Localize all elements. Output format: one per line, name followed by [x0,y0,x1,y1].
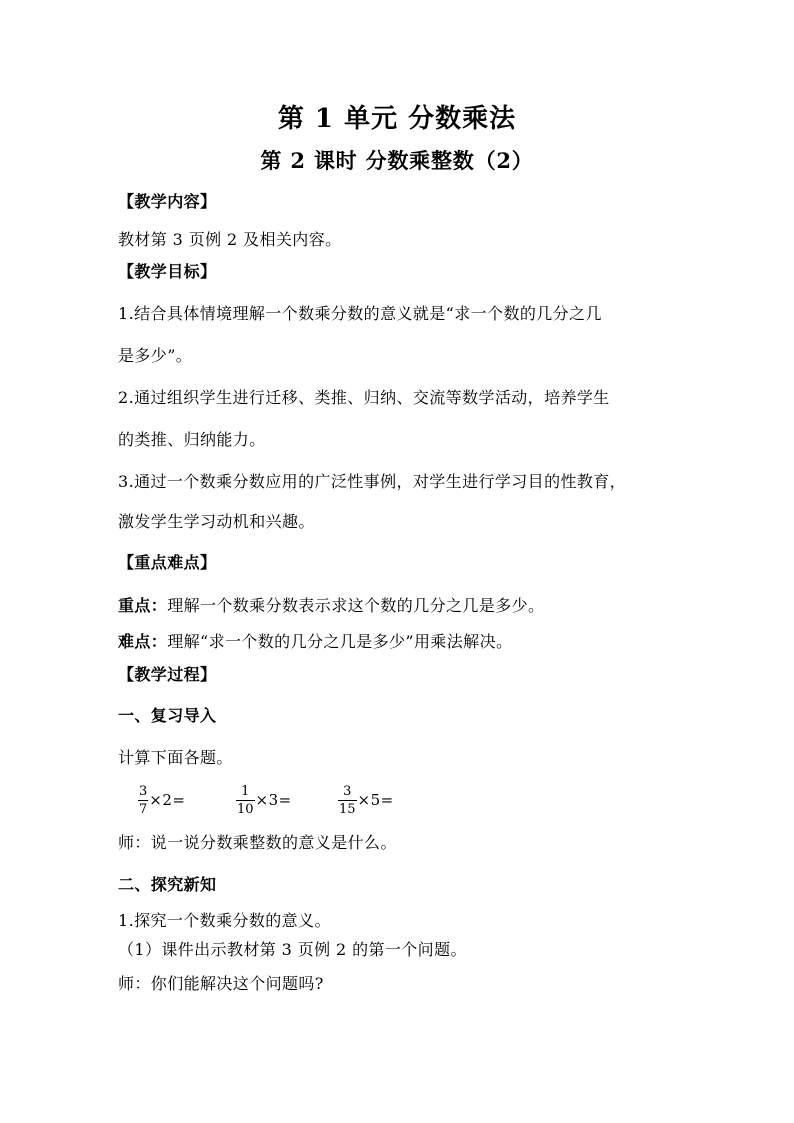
difficulty-line [118,632,512,652]
section-1-heading: 一、复习导入 [118,706,217,725]
exercise-tail: ×3= [255,791,292,809]
keypoint-text: 理解一个数乘分数表示求这个数的几分之几是多少。 [167,596,545,615]
keypoint-line [118,596,544,616]
objective-1-line-2: 是多少”。 [118,346,193,365]
exercise-1 [138,780,185,820]
process-heading: 【教学过程】 [118,665,217,684]
explore-1: 1.探究一个数乘分数的意义。 [118,911,331,930]
fraction-numerator: 3 [139,783,148,799]
exercise-tail: ×2= [149,791,186,809]
exercise-2 [236,780,292,820]
content-heading: 【教学内容】 [118,192,217,211]
exercise-3 [338,780,394,820]
unit-title: 第 1 单元 分数乘法 [277,104,517,134]
explore-1-sub: （1）课件出示教材第 3 页例 2 的第一个问题。 [118,940,467,959]
objective-2-line-2: 的类推、归纳能力。 [118,430,266,449]
fraction-denominator: 7 [139,801,148,817]
teacher-line-1: 师：说一说分数乘整数的意义是什么。 [118,833,397,852]
review-prompt: 计算下面各题。 [118,748,233,767]
fraction [138,784,148,817]
objective-1-line-1: 1.结合具体情境理解一个数乘分数的意义就是“求一个数的几分之几 [118,304,602,323]
difficulty-label: 难点： [118,632,168,651]
objective-2-line-1: 2.通过组织学生进行迁移、类推、归纳、交流等数学活动，培养学生 [118,388,610,407]
objective-3-line-2: 激发学生学习动机和兴趣。 [118,512,315,531]
fraction-numerator: 1 [241,783,250,799]
keypoint-label: 重点： [118,596,168,615]
objectives-heading: 【教学目标】 [118,262,217,281]
fraction-numerator: 3 [343,783,352,799]
lesson-subtitle: 第 2 课时 分数乘整数（2） [260,148,534,173]
objective-3-line-1: 3.通过一个数乘分数应用的广泛性事例，对学生进行学习目的性教育， [118,472,627,491]
fraction-denominator: 15 [339,801,356,817]
fraction [236,784,255,817]
fraction-denominator: 10 [237,801,254,817]
keypoints-heading: 【重点难点】 [118,553,217,572]
content-text: 教材第 3 页例 2 及相关内容。 [118,230,342,249]
exercise-tail: ×5= [357,791,394,809]
difficulty-text: 理解“求一个数的几分之几是多少”用乘法解决。 [167,632,513,651]
fraction [338,784,357,817]
section-2-heading: 二、探究新知 [118,875,217,894]
teacher-line-2: 师：你们能解决这个问题吗? [118,974,324,993]
